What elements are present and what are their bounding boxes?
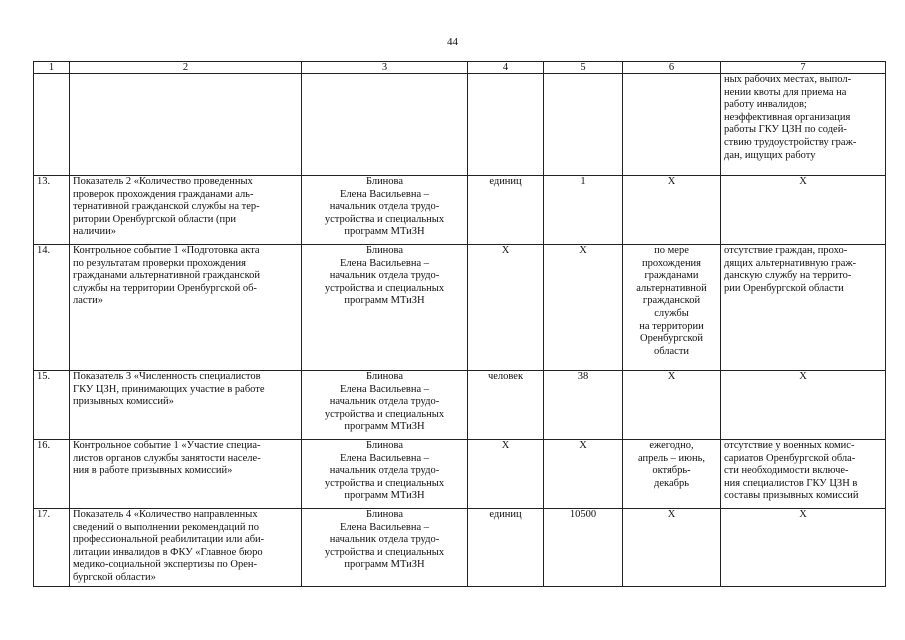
value: 10500 (544, 509, 623, 587)
row-number: 15. (34, 371, 70, 440)
responsible-person-line: устройства и специальных (324, 477, 445, 489)
indicator-name-line: сведений о выполнении рекомендаций по (73, 521, 259, 533)
responsible-person (302, 440, 468, 509)
indicator-name-line: Показатель 2 «Количество проведенных (73, 176, 253, 187)
risk (721, 440, 886, 509)
value: 38 (544, 371, 623, 440)
indicator-name-line: листов органов службы занятости населе- (73, 452, 261, 464)
responsible-person (302, 509, 468, 587)
responsible-person-line: устройства и специальных (324, 408, 445, 420)
unit: человек (468, 371, 544, 440)
table-row (34, 176, 886, 245)
table-row (34, 509, 886, 587)
responsible-person-line: программ МТиЗН (344, 295, 425, 307)
risk-line: неэффективная организация (724, 111, 851, 123)
risk (721, 509, 886, 587)
risk (721, 74, 886, 176)
term-line: гражданами (644, 270, 699, 282)
value: 1 (544, 176, 623, 245)
term (623, 245, 721, 371)
risk-line: ния специалистов ГКУ ЦЗН в (724, 477, 858, 489)
term-line: области (653, 345, 690, 357)
responsible-person-line: Блинова (365, 509, 404, 520)
indicator-name-line: Контрольное событие 1 «Участие специа- (73, 440, 261, 451)
row-number: 16. (34, 440, 70, 509)
risk (721, 371, 886, 440)
row-number: 14. (34, 245, 70, 371)
row-number: 13. (34, 176, 70, 245)
indicator-name-line: литации инвалидов в ФКУ «Главное бюро (73, 546, 263, 558)
indicator-name-line: тернативной гражданской службы на тер- (73, 201, 260, 213)
responsible-person-line: устройства и специальных (324, 213, 445, 225)
risk-line: нении квоты для приема на (724, 86, 847, 98)
risk-line: составы призывных комиссий (724, 490, 859, 502)
term-line: Х (667, 176, 676, 187)
risk-line: рии Оренбургской области (724, 282, 844, 294)
indicator-name-line: бургской области» (73, 571, 156, 583)
risk-line: ных рабочих местах, выпол- (724, 74, 852, 85)
unit (468, 74, 544, 176)
indicator-name-line: ритории Оренбургской области (при (73, 213, 236, 225)
responsible-person-line: Блинова (365, 176, 404, 187)
col-header-3: 3 (302, 62, 468, 74)
risk-line: Х (799, 371, 807, 382)
risk-line: сти необходимости включе- (724, 465, 849, 477)
risk-line: работу инвалидов; (724, 99, 807, 111)
term (623, 176, 721, 245)
col-header-2: 2 (70, 62, 302, 74)
responsible-person-line: программ МТиЗН (344, 559, 425, 571)
responsible-person-line: устройства и специальных (324, 282, 445, 294)
responsible-person (302, 245, 468, 371)
responsible-person-line: начальник отдела трудо- (329, 270, 440, 282)
responsible-person-line: Елена Васильевна – (340, 188, 429, 200)
term-line: декабрь (654, 477, 689, 489)
term-line: Х (667, 371, 676, 382)
responsible-person-line: Блинова (365, 371, 404, 382)
risk-line: работы ГКУ ЦЗН по содей- (724, 124, 847, 136)
term-line: октябрь- (652, 465, 691, 477)
col-header-7: 7 (721, 62, 886, 74)
risk-line: данскую службу на террито- (724, 270, 852, 282)
risk-line: дан, ищущих работу (724, 149, 816, 161)
risk (721, 245, 886, 371)
indicator-name (70, 371, 302, 440)
indicator-name-line: проверок прохождения гражданами аль- (73, 188, 254, 200)
indicator-name-line: ния в работе призывных комиссий» (73, 465, 233, 477)
unit: единиц (468, 176, 544, 245)
risk-line: Х (799, 176, 807, 187)
risk-line: сариатов Оренбургской обла- (724, 452, 856, 464)
responsible-person-line: устройства и специальных (324, 546, 445, 558)
responsible-person-line: программ МТиЗН (344, 490, 425, 502)
indicator-name-line: ласти» (73, 295, 104, 307)
indicator-name-line: призывных комиссий» (73, 396, 174, 408)
indicator-name (70, 74, 302, 176)
responsible-person-line: Блинова (365, 245, 404, 256)
col-header-1: 1 (34, 62, 70, 74)
responsible-person-line: начальник отдела трудо- (329, 201, 440, 213)
term (623, 74, 721, 176)
table-row (34, 245, 886, 371)
table-row (34, 371, 886, 440)
unit: единиц (468, 509, 544, 587)
unit: Х (468, 245, 544, 371)
responsible-person-line: начальник отдела трудо- (329, 534, 440, 546)
term-line: на территории (639, 320, 704, 332)
term-line: апрель – июнь, (637, 452, 706, 464)
value (544, 74, 623, 176)
row-number (34, 74, 70, 176)
table-row (34, 440, 886, 509)
responsible-person (302, 74, 468, 176)
responsible-person-line: программ МТиЗН (344, 226, 425, 238)
term-line: альтернативной (636, 282, 707, 294)
col-header-5: 5 (544, 62, 623, 74)
term (623, 371, 721, 440)
term (623, 440, 721, 509)
responsible-person-line: Блинова (365, 440, 404, 451)
term (623, 509, 721, 587)
value: Х (544, 245, 623, 371)
indicator-name (70, 176, 302, 245)
indicator-name-line: наличии» (73, 226, 116, 238)
row-number: 17. (34, 509, 70, 587)
risk-line: отсутствие граждан, прохо- (724, 245, 848, 256)
indicator-name-line: медико-социальной экспертизы по Орен- (73, 559, 258, 571)
risk-line: ствию трудоустройству граж- (724, 136, 857, 148)
value: Х (544, 440, 623, 509)
indicator-name (70, 440, 302, 509)
risk-line: отсутствие у военных комис- (724, 440, 855, 451)
risk-line: Х (799, 509, 807, 520)
term-line: по мере (654, 245, 689, 256)
col-header-4: 4 (468, 62, 544, 74)
page-number: 44 (447, 36, 458, 48)
responsible-person-line: Елена Васильевна – (340, 521, 429, 533)
indicator-name (70, 245, 302, 371)
indicator-name-line: Показатель 3 «Численность специалистов (73, 371, 261, 382)
responsible-person-line: начальник отдела трудо- (329, 465, 440, 477)
responsible-person (302, 371, 468, 440)
plan-table (33, 61, 886, 587)
responsible-person-line: Елена Васильевна – (340, 452, 429, 464)
indicator-name-line: Показатель 4 «Количество направленных (73, 509, 258, 520)
indicator-name-line: ГКУ ЦЗН, принимающих участие в работе (73, 383, 265, 395)
indicator-name-line: Контрольное событие 1 «Подготовка акта (73, 245, 260, 256)
responsible-person (302, 176, 468, 245)
term-line: гражданской (642, 295, 701, 307)
indicator-name (70, 509, 302, 587)
responsible-person-line: Елена Васильевна – (340, 383, 429, 395)
term-line: Х (667, 509, 676, 520)
header-row (34, 62, 886, 74)
indicator-name-line: гражданами альтернативной гражданской (73, 270, 261, 282)
risk-line: дящих альтернативную граж- (724, 257, 857, 269)
indicator-name-line: профессиональной реабилитации или аби- (73, 534, 265, 546)
term-line: Оренбургской (640, 333, 703, 345)
col-header-6: 6 (623, 62, 721, 74)
risk (721, 176, 886, 245)
responsible-person-line: Елена Васильевна – (340, 257, 429, 269)
term-line: службы (654, 307, 689, 319)
unit: Х (468, 440, 544, 509)
responsible-person-line: начальник отдела трудо- (329, 396, 440, 408)
indicator-name-line: службы на территории Оренбургской об- (73, 282, 257, 294)
term-line: ежегодно, (649, 440, 694, 451)
responsible-person-line: программ МТиЗН (344, 421, 425, 433)
term-line: прохождения (641, 257, 702, 269)
indicator-name-line: по результатам проверки прохождения (73, 257, 246, 269)
table-row (34, 74, 886, 176)
